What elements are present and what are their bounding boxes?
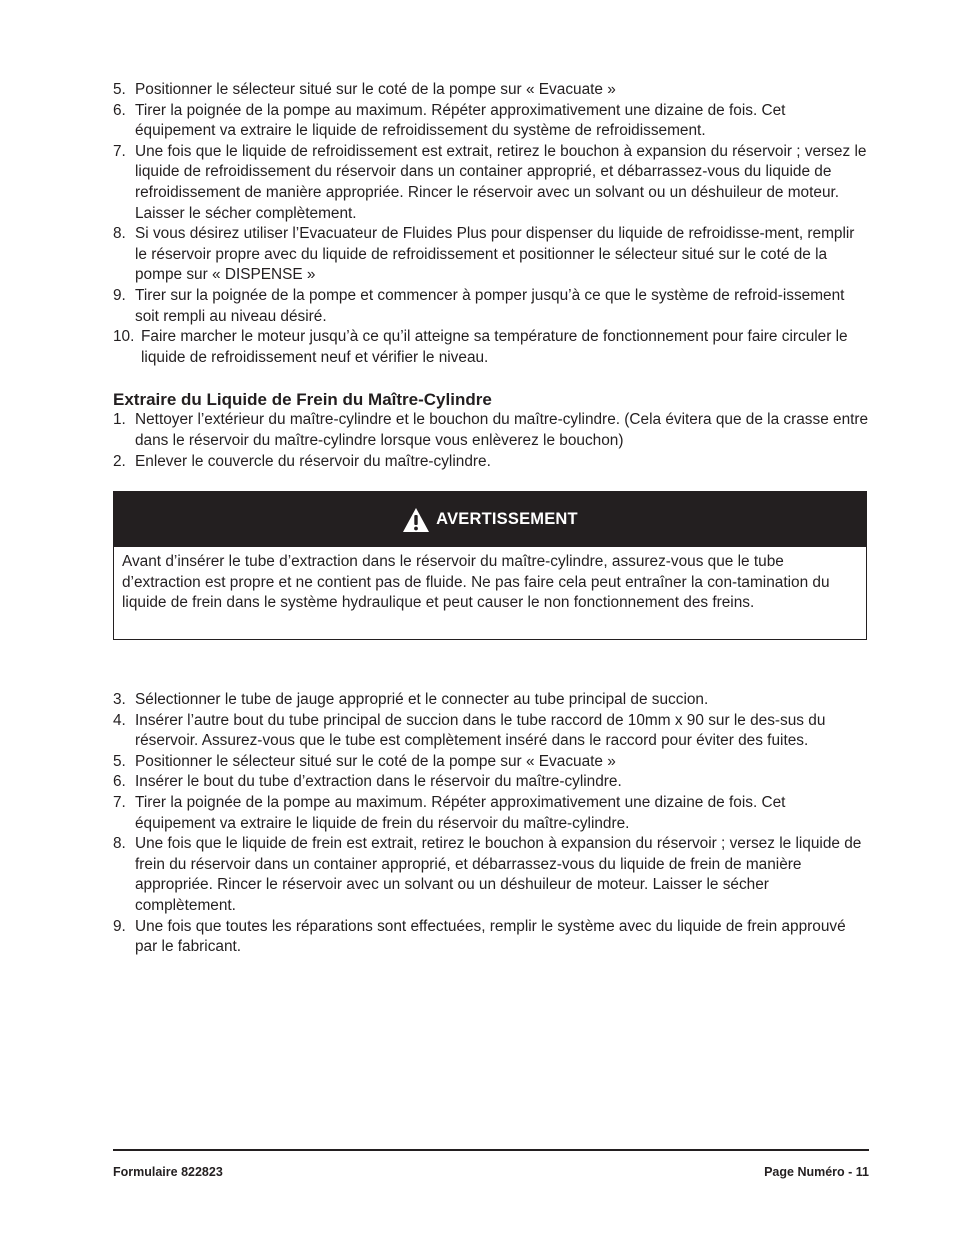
step-number: 3.	[113, 691, 126, 708]
brake-steps-list-1	[113, 410, 869, 472]
list-item	[113, 752, 869, 773]
step-number: 9.	[113, 917, 126, 935]
footer-page-number: Page Numéro - 11	[764, 1165, 869, 1179]
step-number: 8.	[113, 835, 126, 853]
step-number: 6.	[113, 101, 126, 119]
step-text: Sélectionner le tube de jauge approprié et le connecter au tube principal de succion.	[135, 691, 709, 708]
step-number: 10.	[113, 328, 135, 346]
footer-form-number: Formulaire 822823	[113, 1165, 223, 1179]
list-item	[113, 101, 869, 142]
step-text: Une fois que le liquide de refroidissement est extrait, retirez le bouchon à expansion du réservoir ; versez le liquide de refroidissement du réservoir dans un container approprié, et débarrassez-vous du liquide de refroidissement de manière appropriée. Rincer le réservoir avec un solvant ou un déshuileur de moteur. Laisser le sécher complètement.	[135, 142, 867, 222]
warning-text: Avant d’insérer le tube d’extraction dans le réservoir du maître-cylindre, assurez-vous que le tube d’extraction est propre et ne contient pas de fluide. Ne pas faire cela peut entraîner la con-tamination du liquide de frein dans le système hydraulique et peut causer le non fonctionnement des freins.	[122, 553, 830, 612]
step-text: Faire marcher le moteur jusqu’à ce qu’il atteigne sa température de fonctionnement pour faire circuler le liquide de refroidissement neuf et vérifier le niveau.	[141, 328, 848, 366]
page-content-lower	[113, 690, 869, 958]
list-item	[113, 286, 869, 327]
step-text: Positionner le sélecteur situé sur le coté de la pompe sur « Evacuate »	[135, 81, 616, 98]
step-number: 4.	[113, 711, 126, 729]
step-number: 1.	[113, 411, 126, 429]
step-text: Nettoyer l’extérieur du maître-cylindre et le bouchon du maître-cylindre. (Cela évitera que de la crasse entre dans le réservoir du maître-cylindre lorsque vous enlèverez le bouchon)	[135, 411, 869, 449]
step-text: Insérer l’autre bout du tube principal de succion dans le tube raccord de 10mm x 90 sur le des-sus du réservoir. Assurez-vous que le tube est complètement inséré dans le raccord pour éviter des fuites.	[135, 711, 826, 750]
step-text: Une fois que le liquide de frein est extrait, retirez le bouchon à expansion du réservoir ; versez le liquide de frein du réservoir dans un container approprié, et débarrassez-vous du liquide de frein de manière appropriée. Rincer le réservoir avec un solvant ou un déshuileur de moteur. Laisser le sécher complètement.	[135, 835, 862, 914]
step-number: 6.	[113, 773, 126, 791]
coolant-steps-list	[113, 80, 869, 368]
step-text: Enlever le couvercle du réservoir du maître-cylindre.	[135, 452, 491, 470]
step-number: 5.	[113, 81, 126, 98]
section-title: Extraire du Liquide de Frein du Maître-Cylindre	[113, 390, 492, 410]
step-text: Tirer la poignée de la pompe au maximum. Répéter approximativement une dizaine de fois. Cet équipement va extraire le liquide de refroidissement du système de refroidissement.	[135, 101, 786, 140]
brake-steps-list-2	[113, 690, 869, 958]
step-text: Tirer la poignée de la pompe au maximum. Répéter approximativement une dizaine de fois. Cet équipement va extraire le liquide de frein du réservoir du maître-cylindre.	[135, 793, 786, 832]
step-text: Si vous désirez utiliser l’Evacuateur de Fluides Plus pour dispenser du liquide de refroidisse-ment, remplir le réservoir propre avec du liquide de refroidissement et positionner le sélecteur situé sur le coté de la pompe sur « DISPENSE »	[135, 225, 855, 284]
warning-header	[114, 492, 866, 547]
page-content	[113, 80, 869, 472]
step-number: 8.	[113, 225, 126, 243]
step-number: 5.	[113, 752, 126, 770]
list-item	[113, 690, 869, 711]
list-item	[113, 80, 869, 101]
list-item	[113, 224, 869, 286]
warning-triangle-icon	[402, 507, 430, 533]
step-number: 7.	[113, 793, 126, 811]
list-item	[113, 711, 869, 752]
step-number: 7.	[113, 142, 126, 160]
footer-divider	[113, 1149, 869, 1151]
step-text: Insérer le bout du tube d’extraction dans le réservoir du maître-cylindre.	[135, 773, 622, 791]
list-item	[113, 327, 869, 368]
list-item	[113, 793, 869, 834]
list-item	[113, 834, 869, 916]
list-item	[113, 917, 869, 958]
list-item	[113, 410, 869, 451]
step-number: 9.	[113, 286, 126, 304]
warning-box	[113, 491, 867, 640]
step-text: Positionner le sélecteur situé sur le coté de la pompe sur « Evacuate »	[135, 752, 616, 770]
list-item	[113, 452, 869, 473]
step-text: Une fois que toutes les réparations sont effectuées, remplir le système avec du liquide de frein approuvé par le fabricant.	[135, 917, 846, 956]
step-number: 2.	[113, 452, 126, 470]
list-item	[113, 142, 869, 224]
list-item	[113, 772, 869, 793]
warning-title: AVERTISSEMENT	[436, 510, 578, 528]
step-text: Tirer sur la poignée de la pompe et commencer à pomper jusqu’à ce que le système de refroid-issement soit rempli au niveau désiré.	[135, 286, 845, 325]
